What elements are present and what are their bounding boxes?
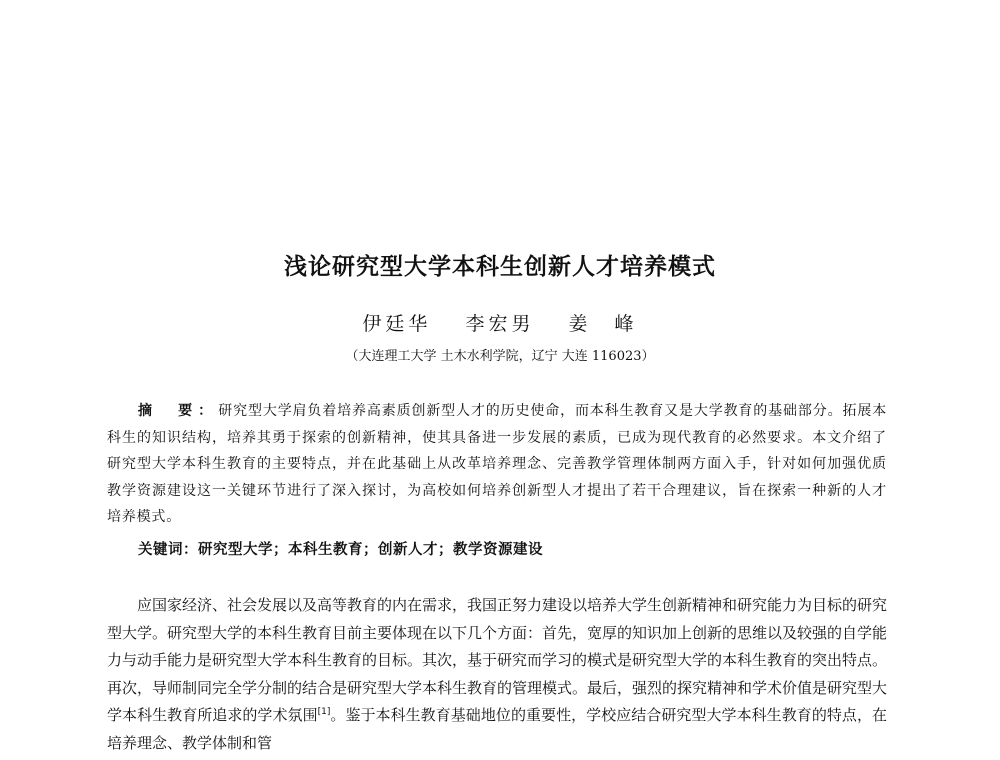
body-text: 。鉴于本科生教育基础地位的重要性，学校应结合研究型大学本科生教育的特点，在培养理念、教学体制和管 [107,706,887,752]
reference-marker: [1] [317,707,331,718]
author-list [0,309,1000,336]
body-paragraph [107,592,887,758]
keywords [138,538,543,559]
keywords-text: 研究型大学；本科生教育；创新人才；教学资源建设 [198,542,543,558]
abstract-text: 研究型大学肩负着培养高素质创新型人才的历史使命，而本科生教育又是大学教育的基础部分。拓展本科生的知识结构，培养其勇于探索的创新精神，使其具备进一步发展的素质，已成为现代教育的必然要求。本文介绍了研究型大学本科生教育的主要特点，并在此基础上从改革培养理念、完善教学管理体制两方面入手，针对如何加强优质教学资源建设这一关键环节进行了深入探讨，为高校如何培养创新型人才提出了若干合理建议，旨在探索一种新的人才培养模式。 [107,403,887,526]
author-name: 李宏男 [465,313,535,335]
abstract-label: 摘 要： [138,403,219,419]
keywords-label: 关键词： [138,542,198,558]
author-affiliation: （大连理工大学 土木水利学院，辽宁 大连 116023） [345,349,655,364]
paper-title: 浅论研究型大学本科生创新人才培养模式 [284,254,716,280]
author-name: 姜 峰 [568,313,638,335]
body-text: 应国家经济、社会发展以及高等教育的内在需求，我国正努力建设以培养大学生创新精神和研究能力为目标的研究型大学。研究型大学的本科生教育目前主要体现在以下几个方面：首先，宽厚的知识加上创新的思维以及较强的自学能力与动手能力是研究型大学本科生教育的目标。其次，基于研究而学习的模式是研究型大学的本科生教育的突出特点。再次，导师制同完全学分制的结合是研究型大学本科生教育的管理模式。最后，强烈的探究精神和学术价值是研究型大学本科生教育所追求的学术氛围 [107,596,888,725]
abstract [107,398,887,531]
author-name: 伊廷华 [362,313,432,335]
